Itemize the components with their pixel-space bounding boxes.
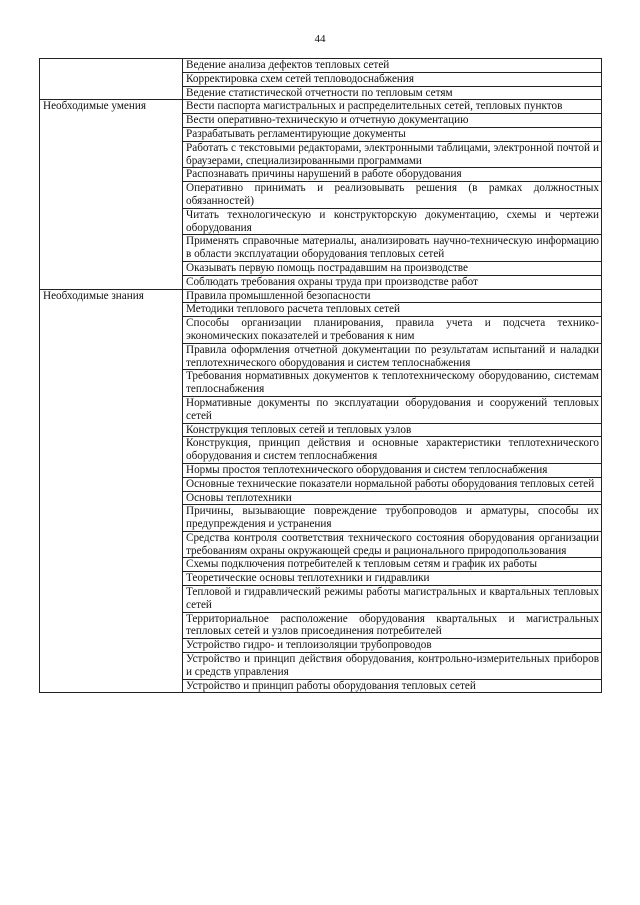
requirements-table-body [40, 59, 602, 693]
requirement-item: Оперативно принимать и реализовывать решения (в рамках должностных обязанностей) [183, 182, 602, 209]
requirement-item: Разрабатывать регламентирующие документы [183, 127, 602, 141]
table-row [40, 289, 602, 303]
requirement-item: Схемы подключения потребителей к тепловым сетям и график их работы [183, 558, 602, 572]
table-row [40, 100, 602, 114]
requirement-item: Способы организации планирования, правила учета и подсчета технико-экономических показателей и требования к ним [183, 317, 602, 344]
requirement-item: Требования нормативных документов к теплотехническому оборудованию, системам теплоснабжения [183, 370, 602, 397]
requirement-item: Конструкция, принцип действия и основные характеристики теплотехнического оборудования и систем теплоснабжения [183, 437, 602, 464]
requirement-item: Ведение анализа дефектов тепловых сетей [183, 59, 602, 73]
requirement-item: Устройство и принцип действия оборудования, контрольно-измерительных приборов и средств управления [183, 653, 602, 680]
requirement-item: Вести паспорта магистральных и распределительных сетей, тепловых пунктов [183, 100, 602, 114]
requirements-table [39, 58, 602, 693]
requirement-item: Правила промышленной безопасности [183, 289, 602, 303]
page-number: 44 [314, 33, 326, 45]
requirement-item: Методики теплового расчета тепловых сетей [183, 303, 602, 317]
requirement-item: Читать технологическую и конструкторскую документацию, схемы и чертежи оборудования [183, 208, 602, 235]
requirement-item: Ведение статистической отчетности по тепловым сетям [183, 86, 602, 100]
requirement-item: Нормы простоя теплотехнического оборудования и систем теплоснабжения [183, 463, 602, 477]
section-label: Необходимые знания [40, 289, 183, 693]
requirement-item: Основные технические показатели нормальной работы оборудования тепловых сетей [183, 477, 602, 491]
table-row [40, 59, 602, 73]
requirement-item: Правила оформления отчетной документации по результатам испытаний и наладки теплотехнического оборудования и систем теплоснабжения [183, 343, 602, 370]
requirement-item: Основы теплотехники [183, 491, 602, 505]
requirement-item: Устройство гидро- и теплоизоляции трубопроводов [183, 639, 602, 653]
requirement-item: Устройство и принцип работы оборудования тепловых сетей [183, 679, 602, 693]
requirement-item: Тепловой и гидравлический режимы работы магистральных и квартальных тепловых сетей [183, 586, 602, 613]
requirement-item: Применять справочные материалы, анализировать научно-техническую информацию в области эксплуатации оборудования тепловых сетей [183, 235, 602, 262]
requirement-item: Вести оперативно-техническую и отчетную документацию [183, 114, 602, 128]
requirement-item: Конструкция тепловых сетей и тепловых узлов [183, 423, 602, 437]
requirement-item: Теоретические основы теплотехники и гидравлики [183, 572, 602, 586]
section-label: Необходимые умения [40, 100, 183, 289]
section-label [40, 59, 183, 100]
requirement-item: Распознавать причины нарушений в работе оборудования [183, 168, 602, 182]
requirement-item: Средства контроля соответствия технического состояния оборудования организации требованиям охраны окружающей среды и рационального природопользования [183, 531, 602, 558]
requirement-item: Соблюдать требования охраны труда при производстве работ [183, 275, 602, 289]
requirement-item: Корректировка схем сетей тепловодоснабжения [183, 72, 602, 86]
requirement-item: Территориальное расположение оборудования квартальных и магистральных тепловых сетей и узлов присоединения потребителей [183, 612, 602, 639]
requirement-item: Нормативные документы по эксплуатации оборудования и сооружений тепловых сетей [183, 396, 602, 423]
requirement-item: Работать с текстовыми редакторами, электронными таблицами, электронной почтой и браузерами, специализированными программами [183, 141, 602, 168]
requirement-item: Причины, вызывающие повреждение трубопроводов и арматуры, способы их предупреждения и устранения [183, 505, 602, 532]
requirement-item: Оказывать первую помощь пострадавшим на производстве [183, 261, 602, 275]
